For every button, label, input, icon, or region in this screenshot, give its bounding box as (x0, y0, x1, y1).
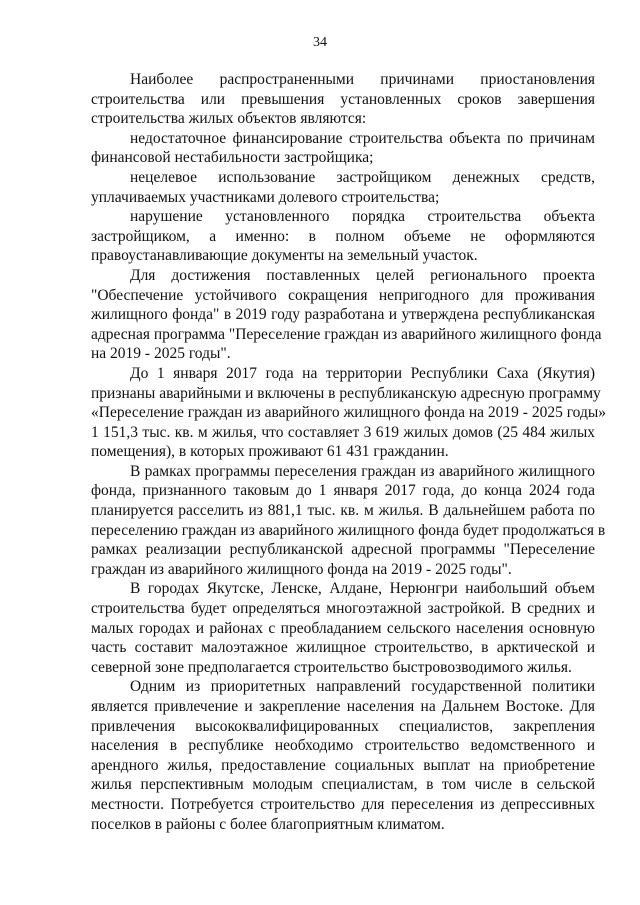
paragraph-line: уплачиваемых участниками долевого строительства; (91, 188, 440, 206)
paragraph-line: часть составит малоэтажное жилищное строительство, в арктической и (91, 639, 595, 657)
paragraph-line: строительства или превышения установленных сроков завершения (91, 90, 595, 108)
paragraph (91, 168, 595, 207)
paragraph-line: северной зоне предполагается строительство быстровозводимого жилья. (91, 658, 572, 676)
paragraph-line: До 1 января 2017 года на территории Республики Саха (Якутия) (130, 364, 595, 382)
paragraph-line: финансовой нестабильности застройщика; (91, 149, 374, 167)
paragraph-line: нарушение установленного порядка строительства объекта (130, 208, 595, 226)
paragraph (91, 129, 595, 168)
paragraph-line: Для достижения поставленных целей регионального проекта (130, 266, 595, 284)
paragraph-line: переселению граждан из аварийного жилищного фонда будет продолжаться в (91, 521, 606, 539)
paragraph-line: на 2019 - 2025 годы". (91, 345, 231, 363)
paragraph (91, 677, 595, 834)
paragraph-line: «Переселение граждан из аварийного жилищного фонда на 2019 - 2025 годы» (91, 404, 607, 422)
paragraph-line: признаны аварийными и включены в республиканскую адресную программу (91, 384, 601, 402)
paragraph-line: недостаточное финансирование строительства объекта по причинам (130, 129, 595, 147)
paragraph-line: малых городах и районах с преобладанием сельского населения основную (91, 619, 595, 637)
paragraph-line: рамках реализации республиканской адресной программы "Переселение (91, 541, 595, 559)
paragraph-line: Одним из приоритетных направлений государственной политики (130, 678, 595, 696)
paragraph-line: строительства будет определяться многоэтажной застройкой. В средних и (91, 600, 595, 618)
paragraph (91, 70, 595, 129)
paragraph-line: местности. Потребуется строительство для переселения из депрессивных (91, 795, 595, 813)
paragraph (91, 364, 607, 462)
paragraph-line: является привлечение и закрепление населения на Дальнем Востоке. Для (91, 698, 595, 715)
paragraph-line: правоустанавливающие документы на земельный участок. (91, 247, 478, 265)
paragraph-line: планируется расселить из 881,1 тыс. кв. м жилья. В дальнейшем работа по (91, 502, 595, 520)
paragraph-line: граждан из аварийного жилищного фонда на 2019 - 2025 годы". (91, 560, 512, 578)
paragraph-line: В городах Якутске, Ленске, Алдане, Нерюнгри наибольший объем (130, 580, 595, 598)
paragraph-line: арендного жилья, предоставление социальных выплат на приобретение (91, 756, 595, 774)
paragraph-line: строительства жилых объектов являются: (91, 110, 367, 128)
paragraph-line: фонда, признанного таковым до 1 января 2017 года, до конца 2024 года (91, 482, 595, 500)
paragraph (91, 462, 606, 580)
paragraph-line: застройщиком, а именно: в полном объеме не оформляются (91, 227, 595, 245)
paragraph-line: 1 151,3 тыс. кв. м жилья, что составляет 3 619 жилых домов (25 484 жилых (91, 423, 595, 441)
paragraph-line: В рамках программы переселения граждан из аварийного жилищного (130, 462, 595, 480)
document-body (91, 70, 607, 834)
paragraph (91, 207, 595, 266)
paragraph (91, 579, 595, 677)
paragraph-line: помещения), в которых проживают 61 431 гражданин. (91, 443, 449, 461)
paragraph-line: населения в республике необходимо строительство ведомственного и (91, 737, 595, 755)
paragraph-line: жилья перспективным молодым специалистам, в том числе в сельской (91, 776, 595, 794)
paragraph-line: Наиболее распространенными причинами приостановления (130, 71, 595, 88)
paragraph-line: жилищного фонда" в 2019 году разработана и утверждена республиканская (91, 306, 595, 324)
page-number: 34 (313, 35, 327, 50)
paragraph-line: нецелевое использование застройщиком денежных средств, (130, 168, 595, 186)
paragraph-line: "Обеспечение устойчивого сокращения непригодного для проживания (91, 286, 595, 304)
paragraph-line: привлечения высококвалифицированных специалистов, закрепления (91, 717, 595, 735)
paragraph (91, 266, 602, 364)
paragraph-line: адресная программа "Переселение граждан из аварийного жилищного фонда (91, 325, 602, 343)
paragraph-line: поселков в районы с более благоприятным климатом. (91, 815, 445, 833)
